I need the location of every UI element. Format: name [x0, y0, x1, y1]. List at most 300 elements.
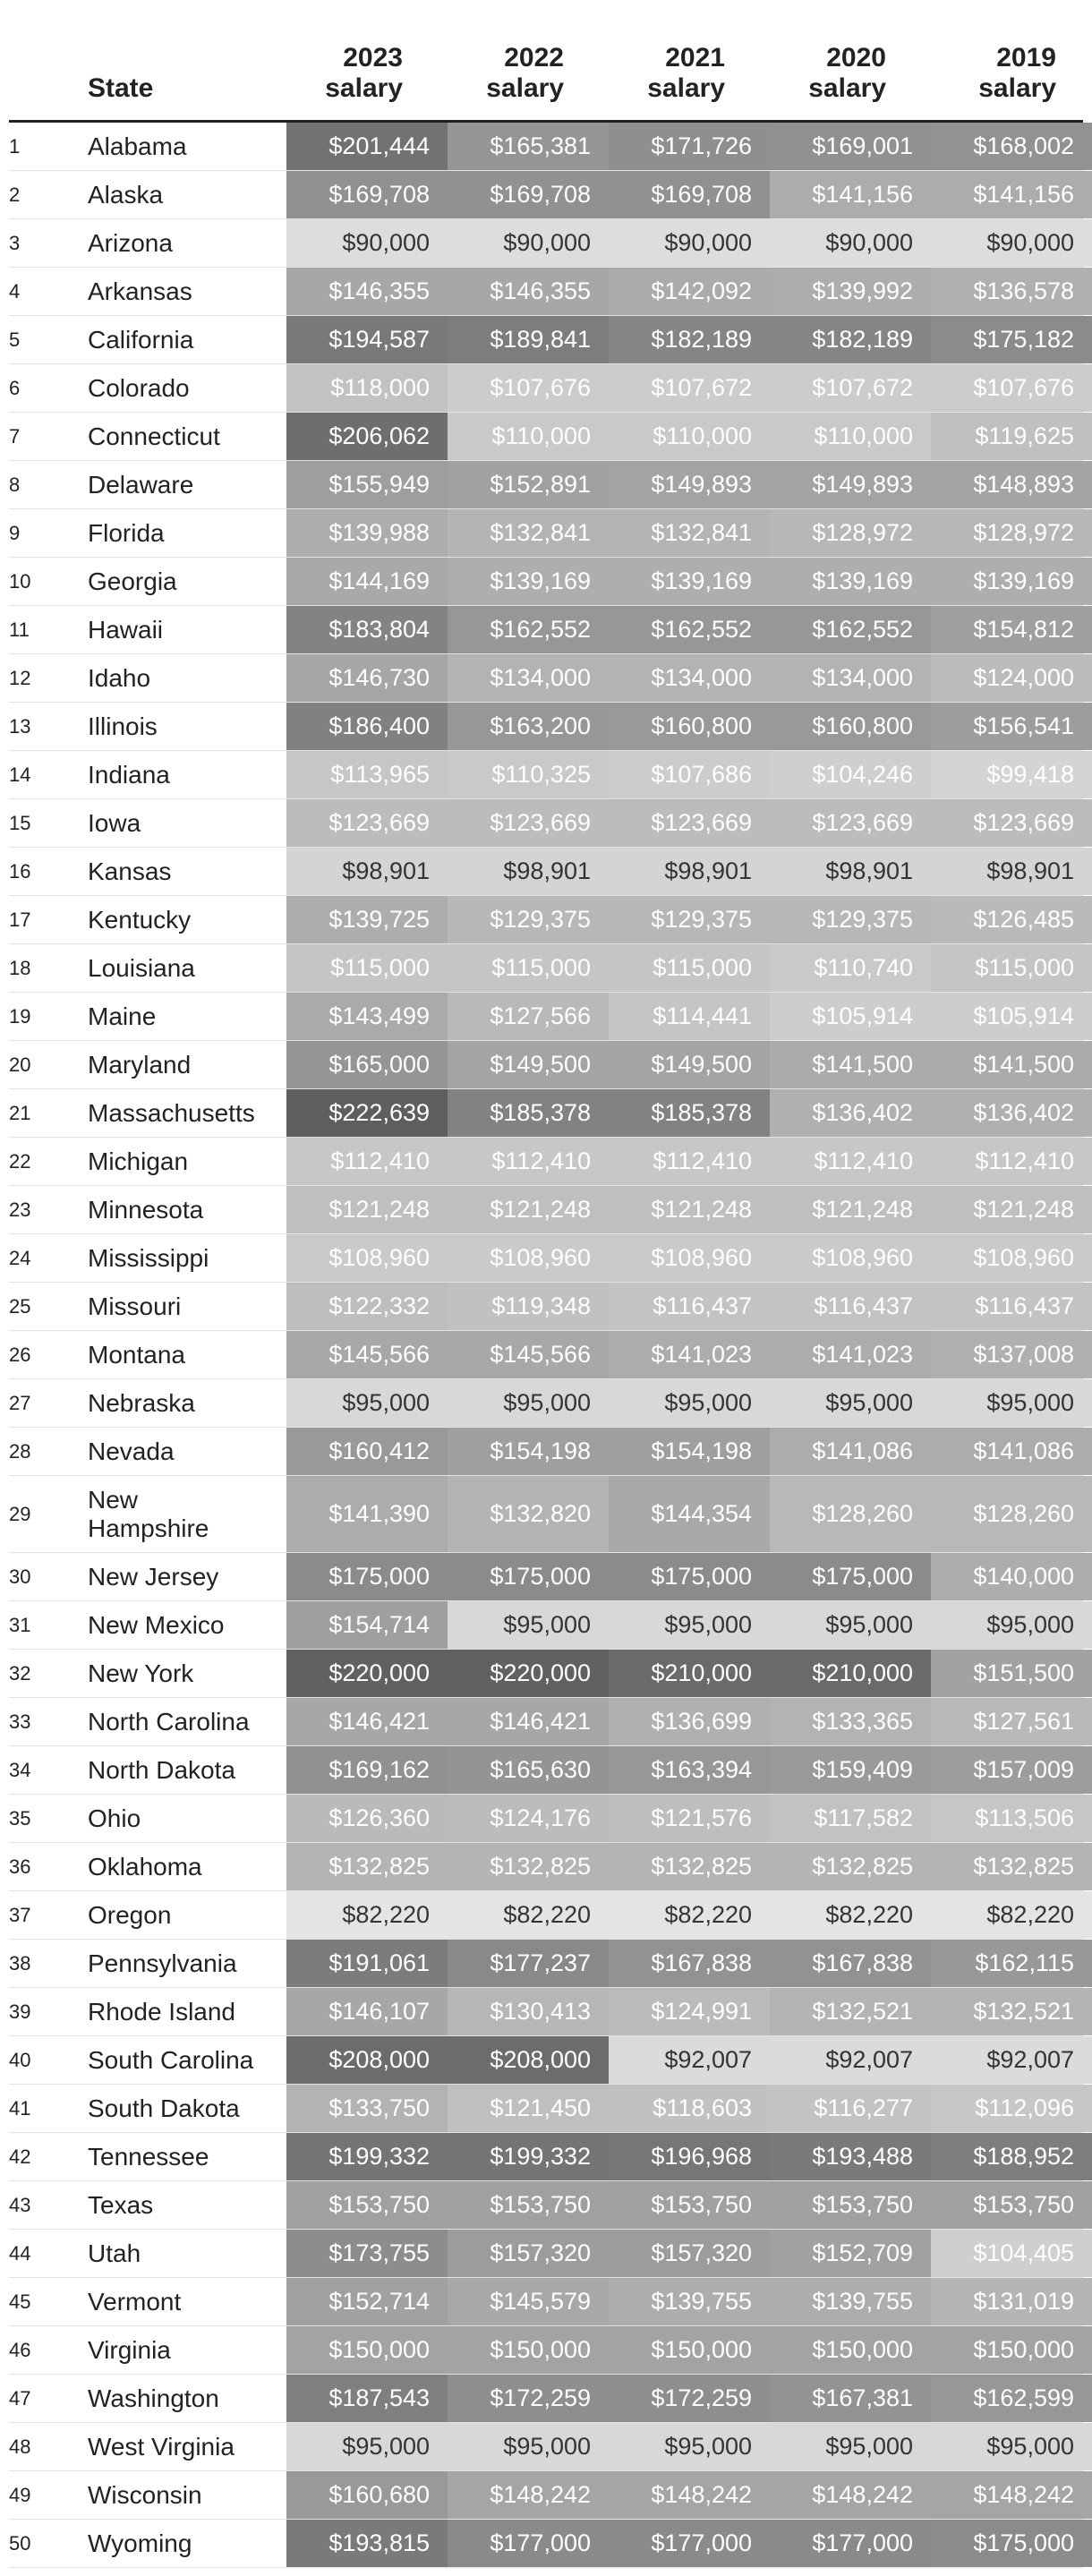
state-cell: Massachusetts: [88, 1098, 255, 1127]
salary-cell: $157,320: [448, 2230, 609, 2277]
salary-cell: $165,381: [448, 123, 609, 170]
table-row: [9, 1650, 1083, 1698]
salary-cell: $112,410: [609, 1138, 770, 1185]
salary-cell: $82,220: [931, 1891, 1092, 1939]
table-row: [9, 1089, 1083, 1138]
salary-cell: $141,086: [931, 1428, 1092, 1475]
salary-cell: $146,730: [286, 654, 448, 702]
salary-cell: $90,000: [931, 219, 1092, 267]
table-row: [9, 123, 1083, 171]
salary-cell: $122,332: [286, 1283, 448, 1330]
salary-cell: $199,332: [448, 2133, 609, 2180]
salary-cell: $95,000: [286, 2423, 448, 2470]
table-row: [9, 2520, 1083, 2568]
rank-cell: 9: [9, 521, 21, 544]
salary-cell: $92,007: [931, 2036, 1092, 2084]
table-row: [9, 2230, 1083, 2278]
salary-cell: $132,841: [448, 509, 609, 557]
salary-cell: $150,000: [609, 2326, 770, 2374]
salary-cell: $182,189: [609, 316, 770, 363]
salary-cell: $160,800: [609, 703, 770, 750]
salary-cell: $129,375: [609, 896, 770, 943]
table-row: [9, 316, 1083, 364]
salary-cell: $146,355: [448, 268, 609, 315]
rank-cell: 34: [9, 1758, 31, 1781]
table-row: [9, 1041, 1083, 1089]
salary-cell: $123,669: [448, 799, 609, 847]
table-row: [9, 654, 1083, 703]
salary-cell: $154,198: [609, 1428, 770, 1475]
salary-cell: $110,000: [609, 413, 770, 460]
table-row: [9, 993, 1083, 1041]
state-cell: Louisiana: [88, 953, 195, 982]
salary-cell: $116,437: [931, 1283, 1092, 1330]
rank-cell: 32: [9, 1661, 31, 1685]
salary-cell: $95,000: [931, 2423, 1092, 2470]
table-row: [9, 1234, 1083, 1283]
salary-cell: $148,242: [448, 2471, 609, 2519]
salary-cell: $150,000: [931, 2326, 1092, 2374]
state-cell: Oregon: [88, 1900, 172, 1929]
salary-cell: $123,669: [286, 799, 448, 847]
table-row: [9, 1891, 1083, 1940]
salary-cell: $108,960: [770, 1234, 931, 1282]
state-cell: Florida: [88, 518, 165, 547]
state-cell: New Mexico: [88, 1610, 225, 1639]
rank-cell: 45: [9, 2290, 31, 2313]
rank-cell: 30: [9, 1565, 31, 1588]
salary-cell: $146,107: [286, 1988, 448, 2035]
table-body: [9, 123, 1083, 2568]
salary-cell: $112,410: [286, 1138, 448, 1185]
state-cell: Rhode Island: [88, 1997, 236, 2026]
table-row: [9, 2375, 1083, 2423]
rank-cell: 46: [9, 2338, 31, 2361]
table-row: [9, 1186, 1083, 1234]
salary-cell: $149,893: [770, 461, 931, 508]
salary-cell: $157,009: [931, 1746, 1092, 1794]
salary-cell: $142,092: [609, 268, 770, 315]
salary-cell: $99,418: [931, 751, 1092, 798]
salary-cell: $160,412: [286, 1428, 448, 1475]
salary-cell: $115,000: [931, 944, 1092, 992]
table-row: [9, 1283, 1083, 1331]
table-row: [9, 751, 1083, 799]
salary-cell: $92,007: [770, 2036, 931, 2084]
salary-cell: $169,001: [770, 123, 931, 170]
salary-cell: $116,437: [609, 1283, 770, 1330]
salary-cell: $210,000: [609, 1650, 770, 1697]
salary-cell: $175,000: [770, 1553, 931, 1600]
salary-cell: $107,676: [448, 364, 609, 412]
salary-cell: $139,169: [609, 558, 770, 605]
salary-cell: $95,000: [609, 1601, 770, 1649]
salary-cell: $116,277: [770, 2085, 931, 2132]
table-row: [9, 848, 1083, 896]
salary-cell: $107,672: [609, 364, 770, 412]
salary-cell: $148,242: [609, 2471, 770, 2519]
salary-cell: $141,500: [931, 1041, 1092, 1088]
salary-cell: $132,521: [931, 1988, 1092, 2035]
salary-cell: $132,825: [770, 1843, 931, 1890]
rank-cell: 4: [9, 279, 21, 303]
state-cell: Missouri: [88, 1292, 182, 1320]
state-cell: Maine: [88, 1002, 157, 1030]
salary-cell: $141,390: [286, 1476, 448, 1552]
salary-cell: $131,019: [931, 2278, 1092, 2325]
salary-cell: $105,914: [770, 993, 931, 1040]
state-cell: Utah: [88, 2239, 141, 2267]
salary-cell: $113,506: [931, 1795, 1092, 1842]
salary-cell: $222,639: [286, 1089, 448, 1137]
salary-cell: $175,182: [931, 316, 1092, 363]
salary-cell: $95,000: [286, 1379, 448, 1427]
salary-cell: $132,825: [286, 1843, 448, 1890]
salary-cell: $98,901: [770, 848, 931, 895]
table-row: [9, 703, 1083, 751]
salary-cell: $144,354: [609, 1476, 770, 1552]
salary-cell: $141,156: [770, 171, 931, 218]
salary-cell: $108,960: [286, 1234, 448, 1282]
table-row: [9, 1476, 1083, 1553]
state-cell: Oklahoma: [88, 1852, 202, 1881]
rank-cell: 31: [9, 1613, 31, 1636]
salary-cell: $110,740: [770, 944, 931, 992]
salary-cell: $150,000: [286, 2326, 448, 2374]
salary-cell: $156,541: [931, 703, 1092, 750]
salary-cell: $119,625: [931, 413, 1092, 460]
table-row: [9, 1553, 1083, 1601]
state-cell: New Hampshire: [88, 1485, 209, 1542]
salary-cell: $146,421: [448, 1698, 609, 1745]
salary-cell: $165,630: [448, 1746, 609, 1794]
rank-cell: 37: [9, 1903, 31, 1926]
salary-cell: $149,893: [609, 461, 770, 508]
salary-cell: $95,000: [609, 2423, 770, 2470]
header-2022-salary: 2022 salary: [486, 43, 564, 103]
salary-cell: $118,000: [286, 364, 448, 412]
salary-cell: $150,000: [770, 2326, 931, 2374]
salary-cell: $95,000: [770, 2423, 931, 2470]
salary-cell: $98,901: [448, 848, 609, 895]
salary-cell: $141,023: [770, 1331, 931, 1378]
rank-cell: 25: [9, 1294, 31, 1318]
salary-cell: $123,669: [931, 799, 1092, 847]
salary-cell: $82,220: [609, 1891, 770, 1939]
salary-cell: $121,450: [448, 2085, 609, 2132]
salary-cell: $162,552: [609, 606, 770, 653]
salary-cell: $148,242: [931, 2471, 1092, 2519]
salary-cell: $177,000: [448, 2520, 609, 2567]
salary-cell: $167,838: [609, 1940, 770, 1987]
salary-cell: $114,441: [609, 993, 770, 1040]
state-cell: Montana: [88, 1340, 185, 1369]
salary-cell: $124,991: [609, 1988, 770, 2035]
salary-cell: $110,000: [448, 413, 609, 460]
salary-cell: $98,901: [931, 848, 1092, 895]
salary-cell: $134,000: [609, 654, 770, 702]
salary-cell: $121,248: [770, 1186, 931, 1233]
table-row: [9, 2133, 1083, 2181]
rank-cell: 19: [9, 1004, 31, 1028]
salary-cell: $220,000: [286, 1650, 448, 1697]
table-row: [9, 268, 1083, 316]
salary-cell: $163,394: [609, 1746, 770, 1794]
salary-cell: $82,220: [448, 1891, 609, 1939]
salary-cell: $90,000: [286, 219, 448, 267]
state-cell: Nevada: [88, 1437, 175, 1465]
state-cell: Idaho: [88, 663, 151, 692]
salary-cell: $141,156: [931, 171, 1092, 218]
table-row: [9, 171, 1083, 219]
table-row: [9, 896, 1083, 944]
salary-cell: $153,750: [931, 2181, 1092, 2229]
salary-cell: $149,500: [448, 1041, 609, 1088]
salary-cell: $167,838: [770, 1940, 931, 1987]
state-cell: Mississippi: [88, 1243, 209, 1272]
state-cell: Alabama: [88, 132, 187, 160]
salary-table: [9, 0, 1083, 2568]
salary-cell: $128,972: [770, 509, 931, 557]
salary-cell: $136,578: [931, 268, 1092, 315]
salary-cell: $110,325: [448, 751, 609, 798]
table-row: [9, 219, 1083, 268]
salary-cell: $152,891: [448, 461, 609, 508]
salary-cell: $121,248: [448, 1186, 609, 1233]
rank-cell: 28: [9, 1439, 31, 1463]
salary-cell: $186,400: [286, 703, 448, 750]
salary-cell: $98,901: [609, 848, 770, 895]
salary-cell: $160,680: [286, 2471, 448, 2519]
salary-cell: $172,259: [448, 2375, 609, 2422]
salary-cell: $132,825: [609, 1843, 770, 1890]
rank-cell: 13: [9, 714, 31, 738]
state-cell: Colorado: [88, 373, 190, 402]
rank-cell: 2: [9, 183, 21, 206]
salary-cell: $169,708: [286, 171, 448, 218]
rank-cell: 38: [9, 1951, 31, 1975]
salary-cell: $162,552: [770, 606, 931, 653]
salary-cell: $140,000: [931, 1553, 1092, 1600]
salary-cell: $182,189: [770, 316, 931, 363]
salary-cell: $136,402: [931, 1089, 1092, 1137]
salary-cell: $110,000: [770, 413, 931, 460]
table-row: [9, 2278, 1083, 2326]
salary-cell: $132,820: [448, 1476, 609, 1552]
header-2023-salary: 2023 salary: [325, 43, 403, 103]
salary-cell: $177,000: [770, 2520, 931, 2567]
salary-cell: $169,708: [448, 171, 609, 218]
salary-cell: $115,000: [609, 944, 770, 992]
salary-cell: $175,000: [931, 2520, 1092, 2567]
salary-cell: $185,378: [609, 1089, 770, 1137]
state-cell: Arkansas: [88, 277, 192, 305]
salary-cell: $177,237: [448, 1940, 609, 1987]
salary-cell: $129,375: [448, 896, 609, 943]
salary-cell: $175,000: [609, 1553, 770, 1600]
rank-cell: 18: [9, 956, 31, 979]
salary-cell: $129,375: [770, 896, 931, 943]
salary-cell: $115,000: [448, 944, 609, 992]
salary-cell: $104,246: [770, 751, 931, 798]
salary-cell: $104,405: [931, 2230, 1092, 2277]
salary-cell: $90,000: [448, 219, 609, 267]
state-cell: Delaware: [88, 470, 194, 499]
rank-cell: 29: [9, 1502, 31, 1525]
salary-cell: $98,901: [286, 848, 448, 895]
table-row: [9, 461, 1083, 509]
salary-cell: $126,360: [286, 1795, 448, 1842]
salary-cell: $172,259: [609, 2375, 770, 2422]
salary-cell: $141,086: [770, 1428, 931, 1475]
salary-cell: $133,750: [286, 2085, 448, 2132]
state-cell: Minnesota: [88, 1195, 204, 1224]
salary-cell: $90,000: [770, 219, 931, 267]
salary-cell: $141,500: [770, 1041, 931, 1088]
salary-cell: $159,409: [770, 1746, 931, 1794]
salary-cell: $105,914: [931, 993, 1092, 1040]
salary-cell: $187,543: [286, 2375, 448, 2422]
table-row: [9, 509, 1083, 558]
salary-cell: $220,000: [448, 1650, 609, 1697]
state-cell: North Carolina: [88, 1707, 250, 1736]
salary-cell: $153,750: [770, 2181, 931, 2229]
salary-cell: $150,000: [448, 2326, 609, 2374]
state-cell: Pennsylvania: [88, 1949, 237, 1977]
salary-cell: $95,000: [770, 1601, 931, 1649]
rank-cell: 10: [9, 569, 31, 593]
state-cell: Nebraska: [88, 1388, 195, 1417]
salary-cell: $95,000: [770, 1379, 931, 1427]
salary-cell: $206,062: [286, 413, 448, 460]
rank-cell: 27: [9, 1391, 31, 1414]
salary-cell: $175,000: [448, 1553, 609, 1600]
rank-cell: 17: [9, 908, 31, 931]
salary-cell: $92,007: [609, 2036, 770, 2084]
salary-cell: $117,582: [770, 1795, 931, 1842]
state-cell: North Dakota: [88, 1755, 235, 1784]
salary-cell: $191,061: [286, 1940, 448, 1987]
rank-cell: 15: [9, 811, 31, 834]
table-row: [9, 1601, 1083, 1650]
salary-cell: $208,000: [286, 2036, 448, 2084]
rank-cell: 47: [9, 2386, 31, 2410]
salary-cell: $169,708: [609, 171, 770, 218]
header-2020-salary: 2020 salary: [808, 43, 886, 103]
state-cell: South Carolina: [88, 2045, 254, 2074]
salary-cell: $153,750: [609, 2181, 770, 2229]
salary-cell: $152,714: [286, 2278, 448, 2325]
salary-cell: $145,566: [448, 1331, 609, 1378]
salary-cell: $126,485: [931, 896, 1092, 943]
salary-cell: $136,699: [609, 1698, 770, 1745]
salary-cell: $132,521: [770, 1988, 931, 2035]
state-cell: West Virginia: [88, 2432, 235, 2461]
salary-cell: $121,248: [286, 1186, 448, 1233]
rank-cell: 33: [9, 1710, 31, 1733]
state-cell: Maryland: [88, 1050, 192, 1079]
state-cell: Georgia: [88, 567, 177, 595]
salary-cell: $160,800: [770, 703, 931, 750]
salary-cell: $154,812: [931, 606, 1092, 653]
table-row: [9, 1988, 1083, 2036]
header-2021-salary: 2021 salary: [647, 43, 725, 103]
salary-cell: $139,755: [609, 2278, 770, 2325]
salary-cell: $113,965: [286, 751, 448, 798]
state-cell: Illinois: [88, 712, 158, 740]
salary-cell: $128,972: [931, 509, 1092, 557]
table-row: [9, 2181, 1083, 2230]
salary-cell: $118,603: [609, 2085, 770, 2132]
salary-cell: $134,000: [770, 654, 931, 702]
salary-cell: $134,000: [448, 654, 609, 702]
salary-cell: $208,000: [448, 2036, 609, 2084]
table-row: [9, 1795, 1083, 1843]
salary-cell: $141,023: [609, 1331, 770, 1378]
salary-cell: $95,000: [448, 1379, 609, 1427]
rank-cell: 41: [9, 2096, 31, 2120]
salary-cell: $121,248: [931, 1186, 1092, 1233]
salary-cell: $154,198: [448, 1428, 609, 1475]
salary-cell: $112,410: [931, 1138, 1092, 1185]
salary-cell: $112,410: [770, 1138, 931, 1185]
table-row: [9, 1138, 1083, 1186]
table-row: [9, 2036, 1083, 2085]
salary-cell: $155,949: [286, 461, 448, 508]
salary-cell: $95,000: [448, 2423, 609, 2470]
salary-cell: $169,162: [286, 1746, 448, 1794]
state-cell: Wisconsin: [88, 2480, 202, 2509]
header-state: State: [88, 73, 154, 103]
salary-cell: $115,000: [286, 944, 448, 992]
salary-cell: $148,893: [931, 461, 1092, 508]
table-row: [9, 1940, 1083, 1988]
salary-cell: $185,378: [448, 1089, 609, 1137]
state-cell: Iowa: [88, 808, 141, 837]
salary-cell: $153,750: [448, 2181, 609, 2229]
table-header: [9, 0, 1083, 123]
table-row: [9, 1843, 1083, 1891]
state-cell: Indiana: [88, 760, 170, 789]
salary-cell: $139,992: [770, 268, 931, 315]
salary-cell: $82,220: [770, 1891, 931, 1939]
salary-cell: $108,960: [931, 1234, 1092, 1282]
salary-cell: $95,000: [931, 1379, 1092, 1427]
salary-cell: $127,561: [931, 1698, 1092, 1745]
rank-cell: 36: [9, 1855, 31, 1878]
rank-cell: 21: [9, 1101, 31, 1124]
rank-cell: 50: [9, 2531, 31, 2555]
salary-cell: $128,260: [770, 1476, 931, 1552]
salary-cell: $173,755: [286, 2230, 448, 2277]
salary-cell: $130,413: [448, 1988, 609, 2035]
state-cell: Kansas: [88, 857, 172, 885]
rank-cell: 8: [9, 473, 21, 496]
table-row: [9, 1331, 1083, 1379]
state-cell: Washington: [88, 2384, 219, 2412]
rank-cell: 49: [9, 2483, 31, 2506]
salary-cell: $144,169: [286, 558, 448, 605]
salary-cell: $143,499: [286, 993, 448, 1040]
state-cell: Hawaii: [88, 615, 164, 644]
state-cell: New York: [88, 1659, 194, 1687]
state-cell: Texas: [88, 2190, 154, 2219]
rank-cell: 11: [9, 618, 30, 641]
salary-cell: $151,500: [931, 1650, 1092, 1697]
state-cell: Tennessee: [88, 2142, 209, 2171]
table-row: [9, 413, 1083, 461]
salary-cell: $139,988: [286, 509, 448, 557]
